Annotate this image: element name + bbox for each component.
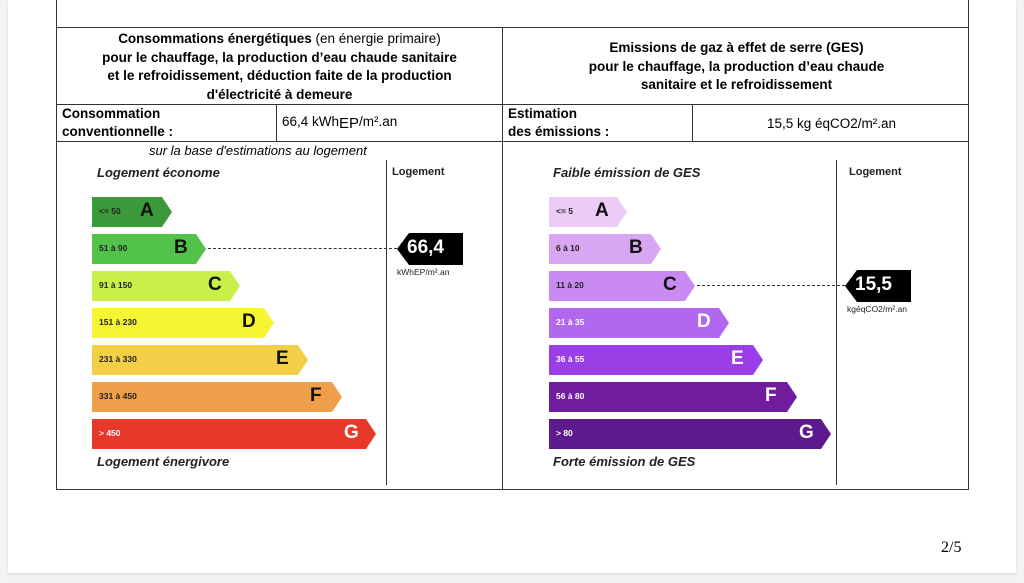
marker-unit: kgéqCO2/m².an	[847, 304, 907, 314]
class-letter: A	[595, 200, 609, 221]
class-range: 6 à 10	[556, 243, 580, 253]
ges-top-label: Faible émission de GES	[553, 165, 701, 180]
energy-summary-label: Consommation conventionnelle :	[62, 106, 174, 139]
class-bar-c	[92, 271, 240, 301]
marker-value: 66,4	[407, 237, 444, 258]
ges-header: Emissions de gaz à effet de serre (GES) pour le chauffage, la production d’eau chaude sanitaire et le refroidissement	[588, 40, 885, 92]
value-marker	[397, 233, 463, 265]
class-letter: B	[174, 237, 188, 258]
energy-summary-value: 66,4 kWhEP/m².an	[282, 114, 398, 132]
energy-column-header: Logement	[392, 166, 445, 178]
class-range: 151 à 230	[99, 317, 137, 327]
class-bar-e	[549, 345, 763, 375]
class-bar-d	[549, 308, 729, 338]
class-bar-d	[92, 308, 274, 338]
class-range: 56 à 80	[556, 391, 585, 401]
class-range: 11 à 20	[556, 280, 584, 290]
dpe-frame	[56, 0, 969, 490]
class-bar-f	[92, 382, 342, 412]
class-range: 331 à 450	[99, 391, 137, 401]
center-divider	[502, 28, 503, 490]
class-range: 51 à 90	[99, 243, 128, 253]
divider	[57, 27, 968, 28]
marker-value: 15,5	[855, 274, 892, 295]
logement-column-divider	[836, 160, 837, 485]
class-range: 36 à 55	[556, 354, 585, 364]
class-bar-g	[92, 419, 376, 449]
class-range: > 80	[556, 428, 573, 438]
class-range: > 450	[99, 428, 121, 438]
leader-line	[208, 248, 397, 249]
class-letter: C	[208, 274, 222, 295]
logement-column-divider	[386, 160, 387, 485]
energy-bottom-label: Logement énergivore	[97, 454, 230, 469]
class-letter: C	[663, 274, 677, 295]
energy-top-label: Logement économe	[97, 165, 220, 180]
class-bar-a	[549, 197, 627, 227]
divider	[57, 141, 968, 142]
class-range: <= 5	[556, 206, 574, 216]
class-bar-b	[549, 234, 661, 264]
ges-column-header: Logement	[849, 166, 902, 178]
class-range: 231 à 330	[99, 354, 137, 364]
class-range: 91 à 150	[99, 280, 133, 290]
class-bar-f	[549, 382, 797, 412]
class-bar-g	[549, 419, 831, 449]
class-letter: E	[731, 348, 744, 369]
class-letter: F	[765, 385, 777, 406]
value-marker	[845, 270, 911, 302]
class-range: <= 50	[99, 206, 121, 216]
class-letter: D	[697, 311, 711, 332]
energy-header: Consommations énergétiques (en énergie primaire) pour le chauffage, la production d’eau chaude sanitaire et le refroidissement, déduction faite de la production d'électricité à demeure	[102, 31, 457, 102]
ges-summary-label: Estimation des émissions :	[508, 106, 610, 139]
ges-summary-value: 15,5 kg éqCO2/m².an	[766, 116, 897, 131]
class-bar-c	[549, 271, 695, 301]
class-letter: A	[140, 200, 154, 221]
estimation-note: sur la base d'estimations au logement	[149, 143, 367, 158]
class-range: 21 à 35	[556, 317, 585, 327]
class-letter: F	[310, 385, 322, 406]
leader-line	[697, 285, 845, 286]
ges-bottom-label: Forte émission de GES	[553, 454, 696, 469]
marker-unit: kWhEP/m².an	[397, 267, 450, 277]
class-bar-a	[92, 197, 172, 227]
class-letter: B	[629, 237, 643, 258]
page-number: 2/5	[941, 539, 962, 556]
class-bar-e	[92, 345, 308, 375]
document-page	[8, 0, 1016, 573]
class-bar-b	[92, 234, 206, 264]
class-letter: G	[344, 422, 359, 443]
class-letter: D	[242, 311, 256, 332]
class-letter: E	[276, 348, 289, 369]
class-letter: G	[799, 422, 814, 443]
divider	[276, 104, 277, 141]
